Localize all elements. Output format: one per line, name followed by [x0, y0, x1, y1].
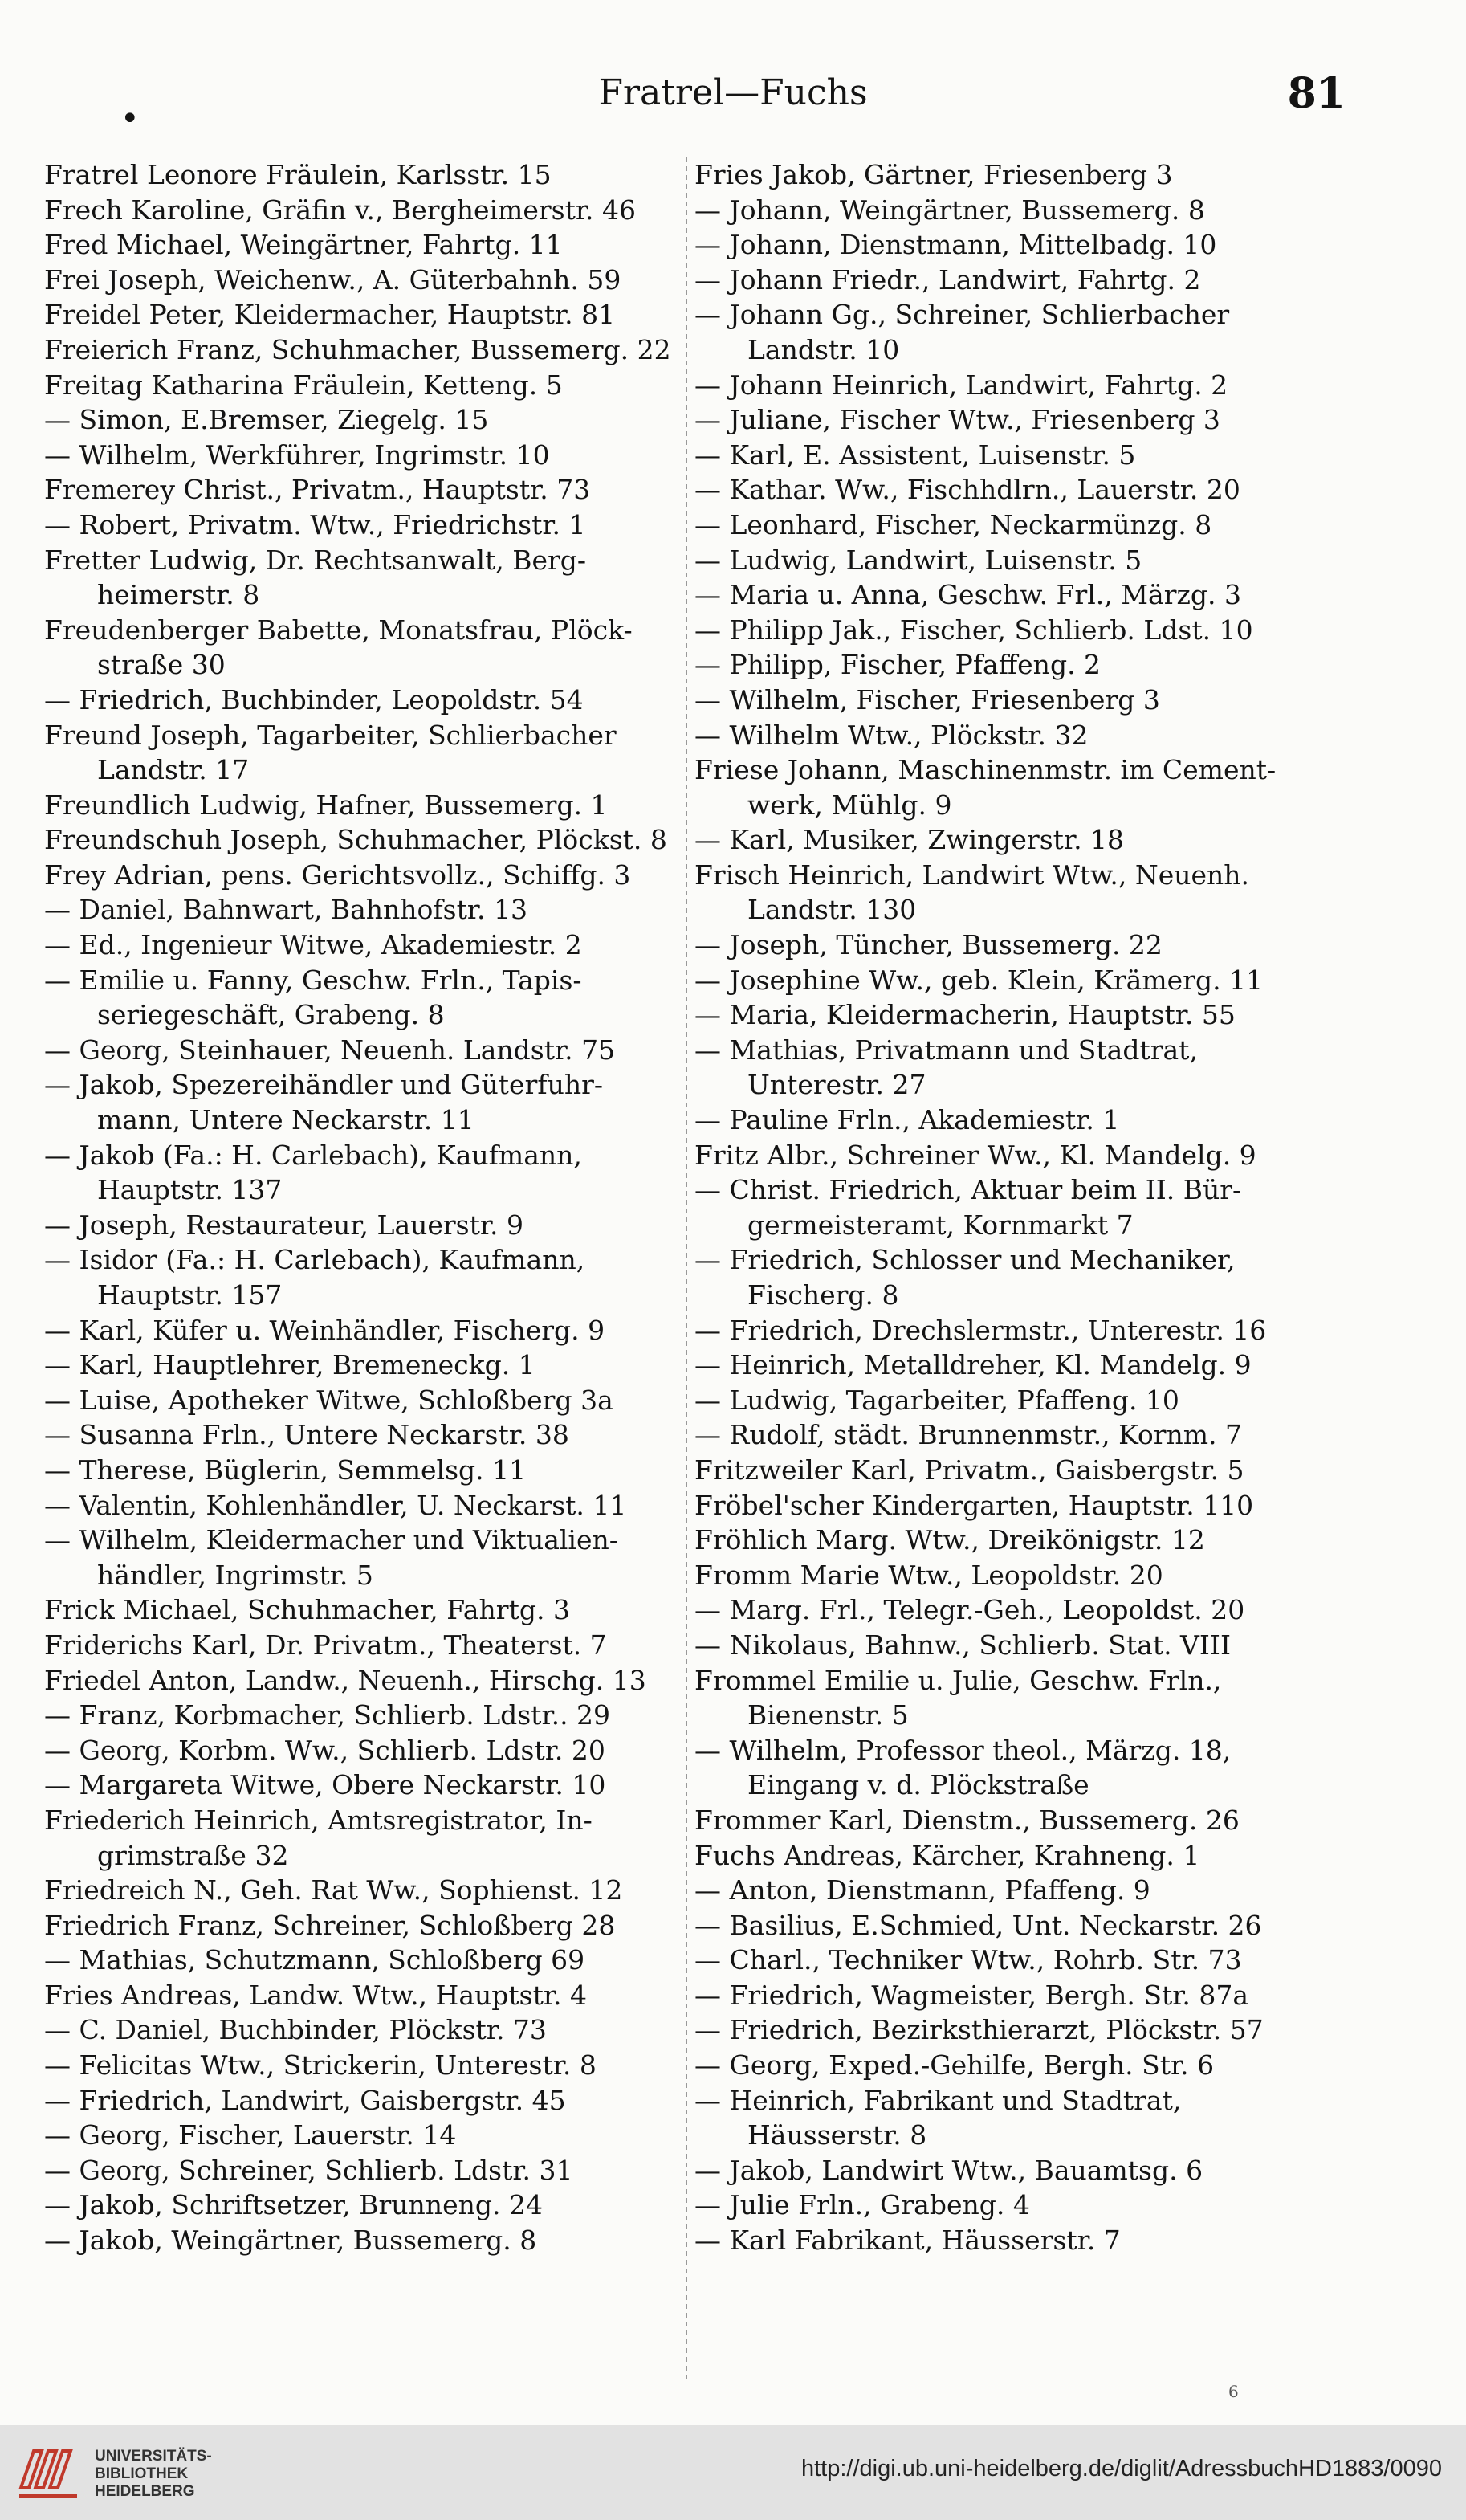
directory-entry: — Therese, Büglerin, Semmelsg. 11: [44, 1454, 527, 1486]
directory-entry: Friedrich Franz, Schreiner, Schloßberg 28: [44, 1909, 616, 1941]
directory-entry: — Karl, Musiker, Zwingerstr. 18: [694, 824, 1125, 856]
directory-entry: — Joseph, Tüncher, Bussemerg. 22: [694, 929, 1163, 961]
directory-entry: — Valentin, Kohlenhändler, U. Neckarst. 11: [44, 1489, 627, 1521]
directory-entry-continuation: mann, Untere Neckarstr. 11: [97, 1104, 474, 1136]
directory-entry: Frisch Heinrich, Landwirt Wtw., Neuenh.: [694, 858, 1250, 891]
library-name-line: BIBLIOTHEK: [95, 2465, 189, 2482]
directory-entry: — Basilius, E.Schmied, Unt. Neckarstr. 26: [694, 1909, 1262, 1941]
directory-entry-continuation: grimstraße 32: [97, 1839, 289, 1871]
directory-entry: Freudenberger Babette, Monatsfrau, Plöck-: [44, 614, 633, 646]
directory-entry: — Heinrich, Fabrikant und Stadtrat,: [694, 2084, 1182, 2116]
directory-entry: — Jakob, Weingärtner, Bussemerg. 8: [44, 2224, 537, 2257]
directory-entry-continuation: seriegeschäft, Grabeng. 8: [97, 999, 445, 1031]
directory-entry: Friedel Anton, Landw., Neuenh., Hirschg. 13: [44, 1664, 646, 1696]
directory-entry: — Friedrich, Drechslermstr., Unterestr. 16: [694, 1314, 1267, 1346]
directory-entry: — Heinrich, Metalldreher, Kl. Mandelg. 9: [694, 1349, 1252, 1381]
directory-entry: Fuchs Andreas, Kärcher, Krahneng. 1: [694, 1839, 1200, 1871]
directory-entry: Frei Joseph, Weichenw., A. Güterbahnh. 59: [44, 263, 621, 296]
directory-entry: — Josephine Ww., geb. Klein, Krämerg. 11: [694, 964, 1264, 996]
directory-entry: — C. Daniel, Buchbinder, Plöckstr. 73: [44, 2014, 547, 2046]
directory-entry: — Joseph, Restaurateur, Lauerstr. 9: [44, 1209, 523, 1241]
ink-mark: •: [120, 100, 140, 137]
directory-entry-continuation: werk, Mühlg. 9: [747, 789, 952, 821]
permalink-url[interactable]: http://digi.ub.uni-heidelberg.de/diglit/AdressbuchHD1883/0090: [800, 2456, 1442, 2481]
directory-entry: Freitag Katharina Fräulein, Ketteng. 5: [44, 369, 563, 401]
directory-entry: Fred Michael, Weingärtner, Fahrtg. 11: [44, 229, 563, 261]
directory-entry-continuation: Unterestr. 27: [747, 1069, 926, 1101]
directory-entry: — Christ. Friedrich, Aktuar beim II. Bür-: [694, 1174, 1242, 1206]
directory-entry-continuation: straße 30: [97, 649, 226, 681]
directory-entry: — Isidor (Fa.: H. Carlebach), Kaufmann,: [44, 1244, 585, 1276]
library-name-line: UNIVERSITÄTS-: [95, 2448, 212, 2465]
directory-entry: Fremerey Christ., Privatm., Hauptstr. 73: [44, 474, 591, 506]
directory-entry: — Felicitas Wtw., Strickerin, Unterestr. 8: [44, 2049, 597, 2082]
directory-entry-continuation: Fischerg. 8: [747, 1279, 899, 1311]
directory-entry-continuation: händler, Ingrimstr. 5: [97, 1559, 373, 1591]
column-divider: [686, 157, 687, 2382]
directory-entry: — Friedrich, Buchbinder, Leopoldstr. 54: [44, 683, 584, 716]
directory-entry: — Jakob, Landwirt Wtw., Bauamtsg. 6: [694, 2154, 1203, 2186]
directory-entry-continuation: Häusserstr. 8: [747, 2119, 927, 2151]
left-column: [44, 157, 677, 2382]
directory-entry: — Johann Friedr., Landwirt, Fahrtg. 2: [694, 263, 1201, 296]
directory-entry-continuation: germeisteramt, Kornmarkt 7: [747, 1209, 1134, 1241]
running-head: Fratrel—Fuchs: [598, 72, 868, 113]
directory-entry: — Karl, E. Assistent, Luisenstr. 5: [694, 438, 1136, 471]
directory-entry: — Johann Heinrich, Landwirt, Fahrtg. 2: [694, 369, 1228, 401]
directory-entry: Fries Andreas, Landw. Wtw., Hauptstr. 4: [44, 1979, 587, 2011]
directory-entry: Freund Joseph, Tagarbeiter, Schlierbacher: [44, 719, 617, 751]
directory-entry: — Wilhelm, Fischer, Friesenberg 3: [694, 683, 1160, 716]
library-name: [95, 2448, 212, 2501]
directory-entry-continuation: Landstr. 10: [747, 333, 900, 365]
directory-entry: — Nikolaus, Bahnw., Schlierb. Stat. VIII: [694, 1629, 1231, 1661]
directory-entry: Fratrel Leonore Fräulein, Karlsstr. 15: [44, 159, 552, 190]
directory-entry: — Friedrich, Bezirksthierarzt, Plöckstr. 57: [694, 2014, 1264, 2046]
directory-entry: — Simon, E.Bremser, Ziegelg. 15: [44, 404, 489, 436]
directory-entry: — Wilhelm, Professor theol., Märzg. 18,: [694, 1734, 1232, 1766]
directory-entry: — Rudolf, städt. Brunnenmstr., Kornm. 7: [694, 1419, 1242, 1451]
directory-entry: — Anton, Dienstmann, Pfaffeng. 9: [694, 1874, 1150, 1906]
directory-entry: — Emilie u. Fanny, Geschw. Frln., Tapis-: [44, 964, 582, 996]
directory-entry-continuation: Eingang v. d. Plöckstraße: [747, 1769, 1089, 1801]
directory-entry: — Johann, Weingärtner, Bussemerg. 8: [694, 194, 1205, 226]
directory-entry-continuation: heimerstr. 8: [97, 579, 260, 611]
directory-entry: — Ludwig, Tagarbeiter, Pfaffeng. 10: [694, 1384, 1179, 1416]
directory-entry: — Luise, Apotheker Witwe, Schloßberg 3a: [44, 1384, 613, 1416]
directory-entry: — Friedrich, Wagmeister, Bergh. Str. 87a: [694, 1979, 1249, 2011]
directory-entry: — Georg, Exped.-Gehilfe, Bergh. Str. 6: [694, 2049, 1215, 2082]
directory-entry: Friese Johann, Maschinenmstr. im Cement-: [694, 754, 1277, 786]
directory-entry: Friderichs Karl, Dr. Privatm., Theaterst. 7: [44, 1629, 607, 1661]
directory-entry: — Georg, Schreiner, Schlierb. Ldstr. 31: [44, 2154, 573, 2186]
library-logo-icon: [14, 2438, 83, 2507]
directory-entry: — Franz, Korbmacher, Schlierb. Ldstr.. 29: [44, 1699, 611, 1731]
directory-entry: — Georg, Steinhauer, Neuenh. Landstr. 75: [44, 1034, 616, 1066]
directory-entry: Freierich Franz, Schuhmacher, Bussemerg. 22: [44, 333, 671, 365]
directory-entry: — Jakob, Spezereihändler und Güterfuhr-: [44, 1069, 603, 1101]
directory-entry: — Julie Frln., Grabeng. 4: [694, 2189, 1030, 2221]
directory-entry: Freidel Peter, Kleidermacher, Hauptstr. 81: [44, 299, 616, 331]
page-number: 81: [1287, 69, 1346, 118]
directory-entry: Fries Jakob, Gärtner, Friesenberg 3: [694, 159, 1173, 190]
directory-entry: — Daniel, Bahnwart, Bahnhofstr. 13: [44, 894, 527, 926]
directory-entry: — Georg, Fischer, Lauerstr. 14: [44, 2119, 457, 2151]
directory-entry: — Jakob (Fa.: H. Carlebach), Kaufmann,: [44, 1139, 582, 1171]
directory-entry: Fritzweiler Karl, Privatm., Gaisbergstr. 5: [694, 1454, 1244, 1486]
directory-entry: — Marg. Frl., Telegr.-Geh., Leopoldst. 20: [694, 1594, 1245, 1626]
directory-entry: Fretter Ludwig, Dr. Rechtsanwalt, Berg-: [44, 544, 587, 576]
directory-entry: Frick Michael, Schuhmacher, Fahrtg. 3: [44, 1594, 570, 1626]
directory-entry: Fröhlich Marg. Wtw., Dreikönigstr. 12: [694, 1524, 1205, 1556]
directory-entry: Frey Adrian, pens. Gerichtsvollz., Schiffg. 3: [44, 858, 631, 891]
directory-entry: Frommer Karl, Dienstm., Bussemerg. 26: [694, 1804, 1240, 1836]
directory-entry: — Friedrich, Schlosser und Mechaniker,: [694, 1244, 1236, 1276]
directory-entry: — Susanna Frln., Untere Neckarstr. 38: [44, 1419, 569, 1451]
right-column: [694, 157, 1346, 2382]
directory-entry-continuation: Bienenstr. 5: [747, 1699, 909, 1731]
directory-entry: — Johann Gg., Schreiner, Schlierbacher: [694, 299, 1230, 331]
directory-entry: — Mathias, Schutzmann, Schloßberg 69: [44, 1944, 585, 1976]
directory-entry-continuation: Hauptstr. 137: [97, 1174, 283, 1206]
directory-entry: — Wilhelm Wtw., Plöckstr. 32: [694, 719, 1089, 751]
directory-entry: Frommel Emilie u. Julie, Geschw. Frln.,: [694, 1664, 1222, 1696]
directory-entry: — Kathar. Ww., Fischhdlrn., Lauerstr. 20: [694, 474, 1240, 506]
directory-entry: Fromm Marie Wtw., Leopoldstr. 20: [694, 1559, 1163, 1591]
directory-entry: — Mathias, Privatmann und Stadtrat,: [694, 1034, 1198, 1066]
directory-entry: Friederich Heinrich, Amtsregistrator, In-: [44, 1804, 593, 1836]
directory-entry: Fröbel'scher Kindergarten, Hauptstr. 110: [694, 1489, 1254, 1521]
directory-entry: — Charl., Techniker Wtw., Rohrb. Str. 73: [694, 1944, 1242, 1976]
directory-entry: — Pauline Frln., Akademiestr. 1: [694, 1104, 1120, 1136]
viewer-footer: [0, 2425, 1466, 2520]
directory-entry: Frech Karoline, Gräfin v., Bergheimerstr. 46: [44, 194, 636, 226]
directory-entry: — Karl, Hauptlehrer, Bremeneckg. 1: [44, 1349, 535, 1381]
directory-entry: — Karl Fabrikant, Häusserstr. 7: [694, 2224, 1121, 2257]
directory-entry: Friedreich N., Geh. Rat Ww., Sophienst. 12: [44, 1874, 623, 1906]
directory-entry: — Wilhelm, Kleidermacher und Viktualien-: [44, 1524, 618, 1556]
directory-entry: Fritz Albr., Schreiner Ww., Kl. Mandelg. 9: [694, 1139, 1256, 1171]
directory-entry: — Ludwig, Landwirt, Luisenstr. 5: [694, 544, 1142, 576]
directory-entry: Freundschuh Joseph, Schuhmacher, Plöckst. 8: [44, 824, 667, 856]
library-name-line: HEIDELBERG: [95, 2483, 195, 2500]
directory-entry: — Leonhard, Fischer, Neckarmünzg. 8: [694, 508, 1212, 540]
directory-entry: — Ed., Ingenieur Witwe, Akademiestr. 2: [44, 929, 582, 961]
directory-entry: — Georg, Korbm. Ww., Schlierb. Ldstr. 20: [44, 1734, 605, 1766]
directory-entry: — Margareta Witwe, Obere Neckarstr. 10: [44, 1769, 606, 1801]
directory-entry-continuation: Landstr. 17: [97, 754, 250, 786]
directory-entry: — Karl, Küfer u. Weinhändler, Fischerg. 9: [44, 1314, 605, 1346]
directory-entry-continuation: Landstr. 130: [747, 894, 917, 926]
page-header: [0, 58, 1466, 137]
directory-entry: — Johann, Dienstmann, Mittelbadg. 10: [694, 229, 1217, 261]
directory-entry: — Wilhelm, Werkführer, Ingrimstr. 10: [44, 438, 550, 471]
directory-entry: — Robert, Privatm. Wtw., Friedrichstr. 1: [44, 508, 586, 540]
directory-entry: — Friedrich, Landwirt, Gaisbergstr. 45: [44, 2084, 566, 2116]
directory-entry: — Philipp, Fischer, Pfaffeng. 2: [694, 649, 1102, 681]
directory-entry: — Jakob, Schriftsetzer, Brunneng. 24: [44, 2189, 543, 2221]
directory-entry: — Maria, Kleidermacherin, Hauptstr. 55: [694, 999, 1236, 1031]
directory-entry-continuation: Hauptstr. 157: [97, 1279, 283, 1311]
footnote-mark: 6: [1228, 2382, 1239, 2401]
directory-entry: — Juliane, Fischer Wtw., Friesenberg 3: [694, 404, 1220, 436]
directory-entry: — Philipp Jak., Fischer, Schlierb. Ldst. 10: [694, 614, 1253, 646]
directory-entry: — Maria u. Anna, Geschw. Frl., Märzg. 3: [694, 579, 1241, 611]
directory-entry: Freundlich Ludwig, Hafner, Bussemerg. 1: [44, 789, 608, 821]
